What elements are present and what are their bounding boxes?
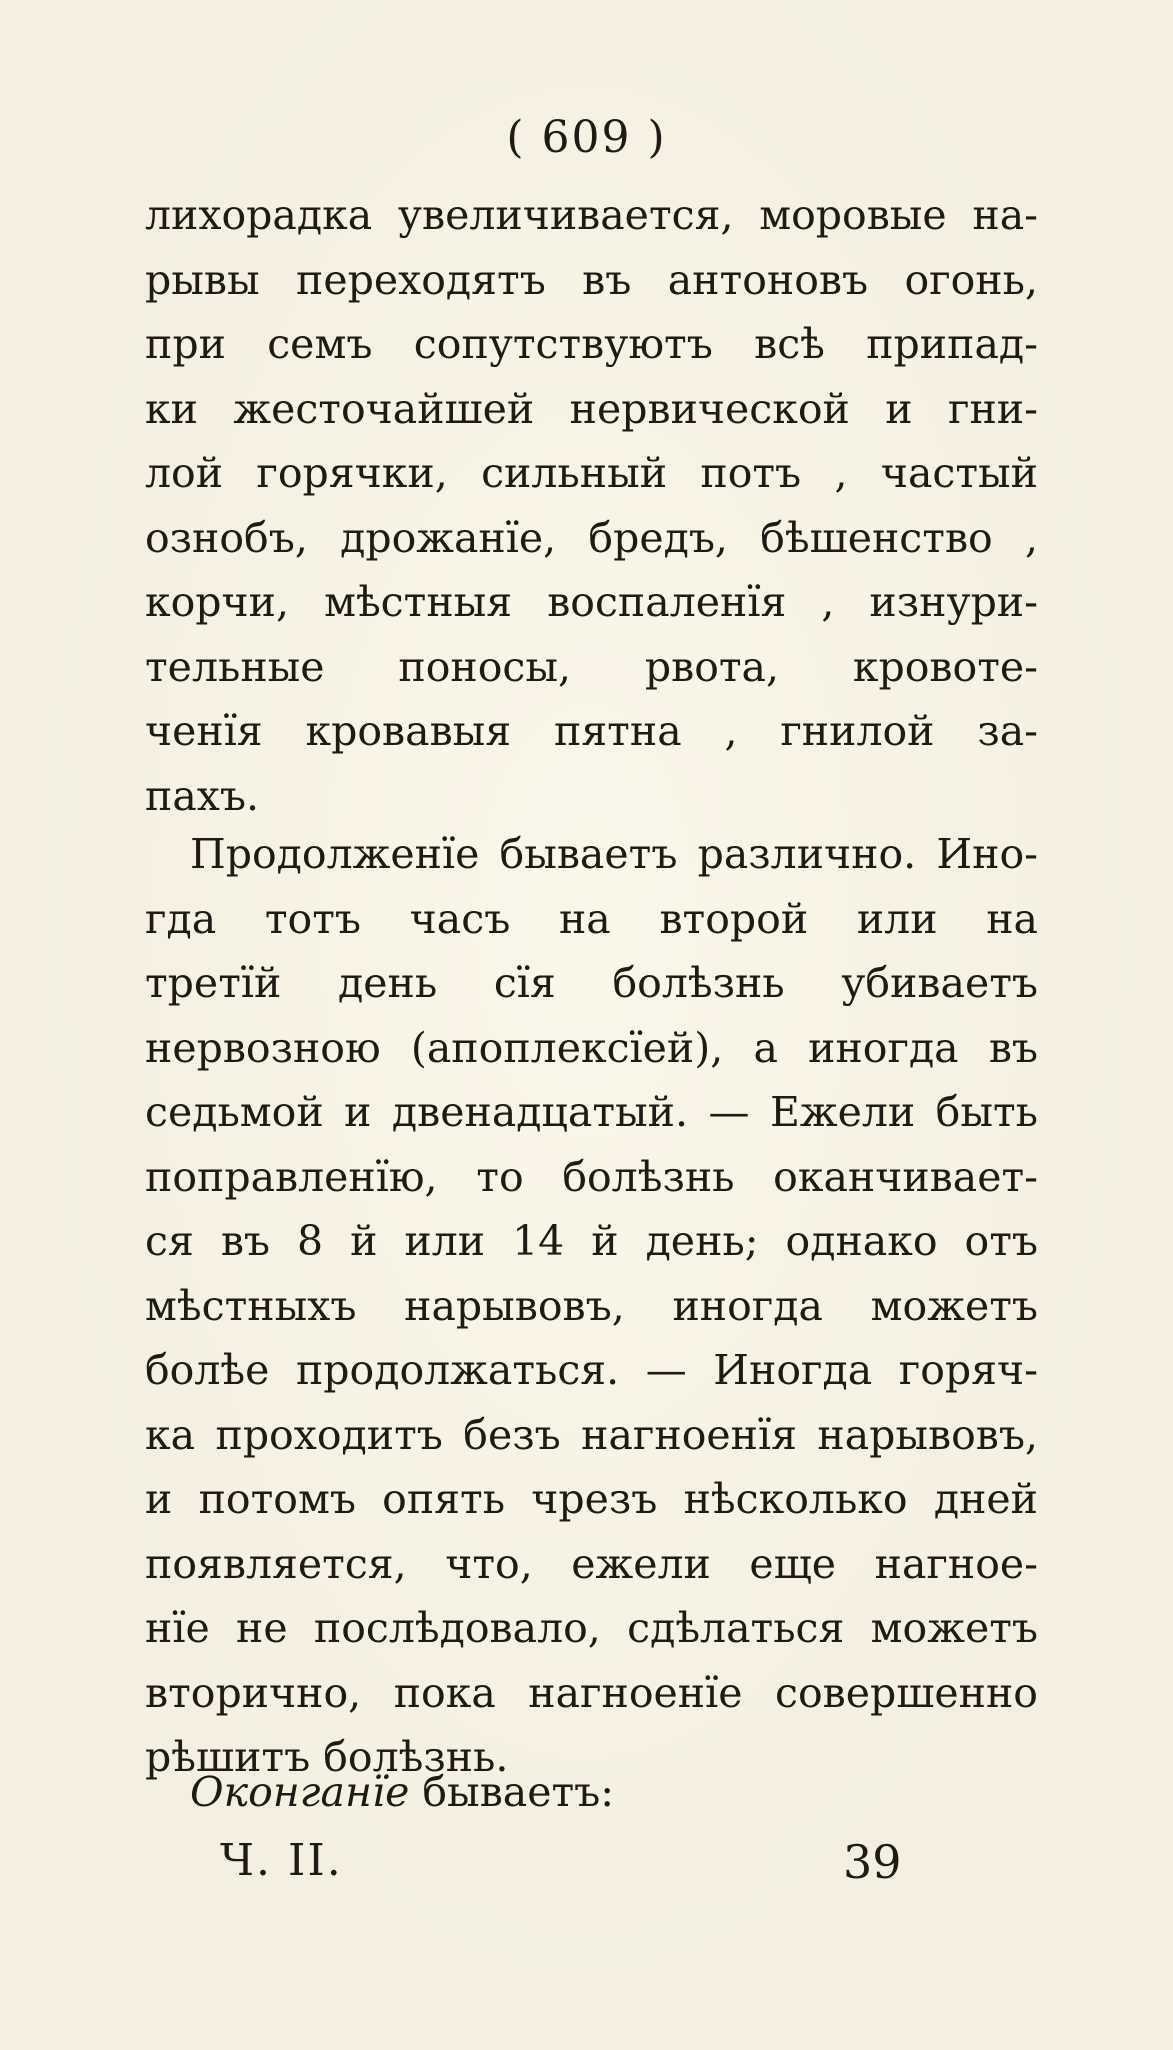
- paragraph-1: [145, 183, 1038, 828]
- text-line: ознобъ, дрожанїе, бредъ, бѣшенство ,: [145, 513, 1038, 562]
- text-line: при семъ сопутствуютъ всѣ припад-: [145, 320, 1038, 368]
- text-line: лой горячки, сильный потъ , частый: [145, 449, 1038, 497]
- section-heading-rest: бываетъ:: [409, 1768, 615, 1816]
- paragraph-2: [145, 822, 1038, 1790]
- text-line: лихорадка увеличивается, моровые на-: [145, 191, 1038, 239]
- text-line: рывы переходятъ въ антоновъ огонь,: [145, 255, 1038, 304]
- text-line: мѣстныхъ нарывовъ, иногда можетъ: [145, 1281, 1038, 1330]
- text-line: нїе не послѣдовало, сдѣлаться можетъ: [145, 1604, 1038, 1652]
- section-heading-italic: Оконганїе: [190, 1768, 410, 1816]
- text-line: появляется, что, ежели еще нагное-: [145, 1539, 1038, 1588]
- text-line: рѣшитъ болѣзнь.: [145, 1733, 509, 1781]
- text-line: тельные поносы, рвота, кровоте-: [145, 642, 1038, 691]
- page-number-header: ( 609 ): [506, 112, 667, 163]
- text-line: вторично, пока нагноенїе совершенно: [145, 1668, 1038, 1717]
- text-line: третїй день сїя болѣзнь убиваетъ: [145, 959, 1038, 1007]
- text-line: корчи, мѣстныя воспаленїя , изнури-: [145, 578, 1038, 626]
- text-line: Продолженїе бываетъ различно. Ино-: [190, 830, 1038, 878]
- text-line: ченїя кровавыя пятна , гнилой за-: [145, 707, 1038, 755]
- text-line: ка проходитъ безъ нагноенїя нарывовъ,: [145, 1410, 1038, 1459]
- text-line: седьмой и двенадцатый. — Ежели быть: [145, 1088, 1038, 1136]
- text-line: ки жесточайшей нервической и гни-: [145, 384, 1038, 433]
- volume-signature: Ч. II.: [220, 1835, 343, 1886]
- text-line: болѣе продолжаться. — Иногда горяч-: [145, 1346, 1038, 1394]
- text-line: и потомъ опять чрезъ нѣсколько дней: [145, 1475, 1038, 1523]
- section-heading: [190, 1760, 614, 1824]
- text-line: ся въ 8 й или 14 й день; однако отъ: [145, 1217, 1038, 1265]
- text-line: нервозною (апоплексїей), а иногда въ: [145, 1023, 1038, 1072]
- text-line: пахъ.: [145, 771, 260, 820]
- text-line: поправленїю, то болѣзнь оканчивает-: [145, 1152, 1038, 1201]
- signature-number: 39: [843, 1835, 902, 1889]
- text-line: гда тотъ часъ на второй или на: [145, 894, 1038, 943]
